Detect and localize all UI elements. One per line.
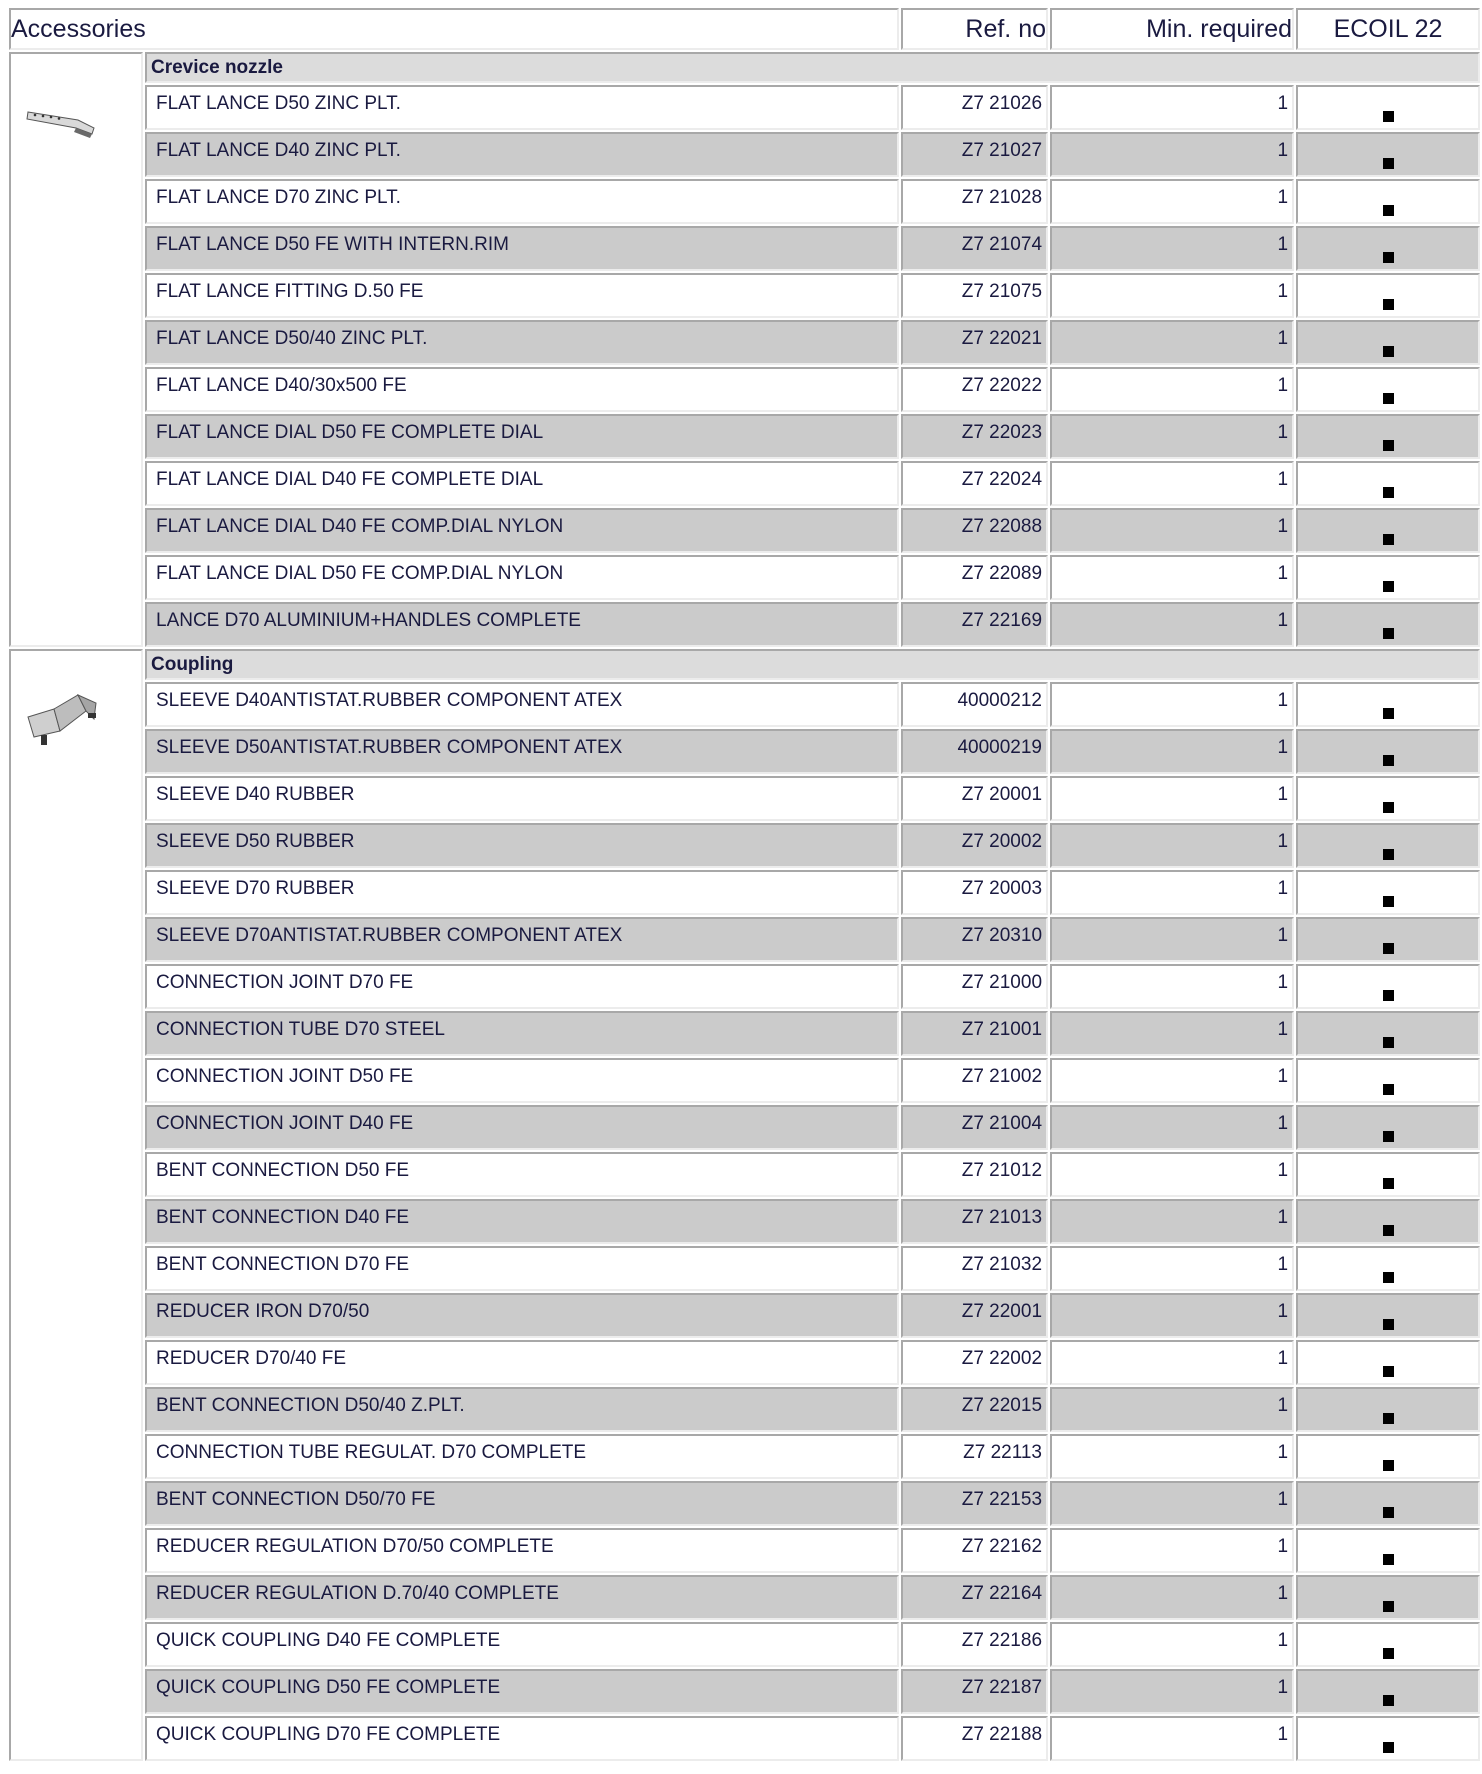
filled-square-icon [1383, 1742, 1394, 1753]
table-row [9, 1011, 1480, 1056]
table-row [9, 132, 1480, 177]
item-ref-no: Z7 21074 [901, 226, 1048, 271]
table-row [9, 273, 1480, 318]
product-image [11, 54, 141, 145]
filled-square-icon [1383, 943, 1394, 954]
item-availability-cell [1296, 1716, 1480, 1761]
item-ref-no: 40000219 [901, 729, 1048, 774]
filled-square-icon [1383, 1507, 1394, 1518]
item-availability-cell [1296, 1152, 1480, 1197]
table-header-row [9, 8, 1480, 50]
table-row [9, 917, 1480, 962]
table-row [9, 367, 1480, 412]
filled-square-icon [1383, 755, 1394, 766]
table-row [9, 1387, 1480, 1432]
item-name: SLEEVE D50 RUBBER [145, 823, 899, 868]
filled-square-icon [1383, 393, 1394, 404]
item-min-required: 1 [1050, 414, 1294, 459]
item-ref-no: Z7 22186 [901, 1622, 1048, 1667]
table-row [9, 1199, 1480, 1244]
item-min-required: 1 [1050, 1622, 1294, 1667]
item-min-required: 1 [1050, 1340, 1294, 1385]
filled-square-icon [1383, 346, 1394, 357]
filled-square-icon [1383, 440, 1394, 451]
table-row [9, 823, 1480, 868]
item-availability-cell [1296, 508, 1480, 553]
filled-square-icon [1383, 487, 1394, 498]
item-name: REDUCER IRON D70/50 [145, 1293, 899, 1338]
filled-square-icon [1383, 534, 1394, 545]
item-min-required: 1 [1050, 1058, 1294, 1103]
item-ref-no: Z7 22089 [901, 555, 1048, 600]
item-min-required: 1 [1050, 682, 1294, 727]
item-availability-cell [1296, 1199, 1480, 1244]
item-ref-no: Z7 20001 [901, 776, 1048, 821]
item-min-required: 1 [1050, 870, 1294, 915]
item-ref-no: Z7 22015 [901, 1387, 1048, 1432]
table-row [9, 1293, 1480, 1338]
table-row [9, 602, 1480, 647]
item-name: SLEEVE D50ANTISTAT.RUBBER COMPONENT ATEX [145, 729, 899, 774]
item-availability-cell [1296, 1105, 1480, 1150]
item-min-required: 1 [1050, 555, 1294, 600]
item-ref-no: Z7 22153 [901, 1481, 1048, 1526]
table-row [9, 1246, 1480, 1291]
item-availability-cell [1296, 1575, 1480, 1620]
item-ref-no: 40000212 [901, 682, 1048, 727]
item-ref-no: Z7 21000 [901, 964, 1048, 1009]
filled-square-icon [1383, 1225, 1394, 1236]
table-row [9, 1716, 1480, 1761]
item-availability-cell [1296, 367, 1480, 412]
item-availability-cell [1296, 1011, 1480, 1056]
table-row [9, 1622, 1480, 1667]
header-model: ECOIL 22 [1296, 8, 1480, 50]
filled-square-icon [1383, 990, 1394, 1001]
item-ref-no: Z7 21013 [901, 1199, 1048, 1244]
category-row [9, 649, 1480, 680]
header-accessories: Accessories [9, 8, 899, 50]
item-availability-cell [1296, 1246, 1480, 1291]
table-row [9, 729, 1480, 774]
filled-square-icon [1383, 802, 1394, 813]
item-ref-no: Z7 22169 [901, 602, 1048, 647]
item-min-required: 1 [1050, 1387, 1294, 1432]
item-name: BENT CONNECTION D50 FE [145, 1152, 899, 1197]
item-name: REDUCER REGULATION D.70/40 COMPLETE [145, 1575, 899, 1620]
item-availability-cell [1296, 1622, 1480, 1667]
item-availability-cell [1296, 273, 1480, 318]
item-min-required: 1 [1050, 1481, 1294, 1526]
table-row [9, 555, 1480, 600]
filled-square-icon [1383, 1037, 1394, 1048]
item-name: SLEEVE D70 RUBBER [145, 870, 899, 915]
item-min-required: 1 [1050, 273, 1294, 318]
table-row [9, 226, 1480, 271]
item-name: SLEEVE D40 RUBBER [145, 776, 899, 821]
item-name: BENT CONNECTION D50/70 FE [145, 1481, 899, 1526]
item-availability-cell [1296, 414, 1480, 459]
filled-square-icon [1383, 1554, 1394, 1565]
item-ref-no: Z7 21026 [901, 85, 1048, 130]
item-ref-no: Z7 20310 [901, 917, 1048, 962]
item-availability-cell [1296, 226, 1480, 271]
header-ref-no: Ref. no [901, 8, 1048, 50]
header-min-required: Min. required [1050, 8, 1294, 50]
item-availability-cell [1296, 1058, 1480, 1103]
table-body [9, 52, 1480, 1761]
table-row [9, 320, 1480, 365]
item-min-required: 1 [1050, 602, 1294, 647]
table-row [9, 1575, 1480, 1620]
item-availability-cell [1296, 1669, 1480, 1714]
item-name: FLAT LANCE D40/30x500 FE [145, 367, 899, 412]
item-availability-cell [1296, 320, 1480, 365]
table-row [9, 1669, 1480, 1714]
filled-square-icon [1383, 1131, 1394, 1142]
filled-square-icon [1383, 111, 1394, 122]
item-availability-cell [1296, 964, 1480, 1009]
item-name: SLEEVE D40ANTISTAT.RUBBER COMPONENT ATEX [145, 682, 899, 727]
filled-square-icon [1383, 628, 1394, 639]
item-name: FLAT LANCE D70 ZINC PLT. [145, 179, 899, 224]
table-row [9, 1105, 1480, 1150]
item-min-required: 1 [1050, 367, 1294, 412]
item-availability-cell [1296, 776, 1480, 821]
table-row [9, 179, 1480, 224]
item-ref-no: Z7 21027 [901, 132, 1048, 177]
category-row [9, 52, 1480, 83]
filled-square-icon [1383, 849, 1394, 860]
filled-square-icon [1383, 1413, 1394, 1424]
item-min-required: 1 [1050, 461, 1294, 506]
filled-square-icon [1383, 896, 1394, 907]
item-ref-no: Z7 22162 [901, 1528, 1048, 1573]
table-row [9, 1058, 1480, 1103]
item-availability-cell [1296, 602, 1480, 647]
item-min-required: 1 [1050, 776, 1294, 821]
item-name: BENT CONNECTION D50/40 Z.PLT. [145, 1387, 899, 1432]
table-row [9, 1434, 1480, 1479]
item-min-required: 1 [1050, 1293, 1294, 1338]
category-title: Coupling [145, 649, 1480, 680]
item-name: QUICK COUPLING D40 FE COMPLETE [145, 1622, 899, 1667]
item-name: LANCE D70 ALUMINIUM+HANDLES COMPLETE [145, 602, 899, 647]
item-name: FLAT LANCE DIAL D40 FE COMP.DIAL NYLON [145, 508, 899, 553]
item-min-required: 1 [1050, 917, 1294, 962]
item-ref-no: Z7 22113 [901, 1434, 1048, 1479]
product-image [11, 651, 141, 752]
item-name: FLAT LANCE DIAL D50 FE COMP.DIAL NYLON [145, 555, 899, 600]
item-min-required: 1 [1050, 1011, 1294, 1056]
item-min-required: 1 [1050, 1152, 1294, 1197]
table-row [9, 964, 1480, 1009]
filled-square-icon [1383, 1601, 1394, 1612]
item-ref-no: Z7 22088 [901, 508, 1048, 553]
item-min-required: 1 [1050, 1669, 1294, 1714]
item-availability-cell [1296, 917, 1480, 962]
item-availability-cell [1296, 555, 1480, 600]
item-name: REDUCER D70/40 FE [145, 1340, 899, 1385]
item-ref-no: Z7 22188 [901, 1716, 1048, 1761]
table-row [9, 461, 1480, 506]
item-ref-no: Z7 22002 [901, 1340, 1048, 1385]
item-availability-cell [1296, 682, 1480, 727]
table-row [9, 85, 1480, 130]
item-ref-no: Z7 21001 [901, 1011, 1048, 1056]
category-image-cell [9, 52, 143, 647]
filled-square-icon [1383, 205, 1394, 216]
item-name: BENT CONNECTION D40 FE [145, 1199, 899, 1244]
item-min-required: 1 [1050, 1528, 1294, 1573]
filled-square-icon [1383, 299, 1394, 310]
item-min-required: 1 [1050, 132, 1294, 177]
item-name: FLAT LANCE D50 ZINC PLT. [145, 85, 899, 130]
item-ref-no: Z7 21028 [901, 179, 1048, 224]
filled-square-icon [1383, 252, 1394, 263]
item-name: QUICK COUPLING D50 FE COMPLETE [145, 1669, 899, 1714]
filled-square-icon [1383, 1366, 1394, 1377]
table-row [9, 1152, 1480, 1197]
item-name: FLAT LANCE D40 ZINC PLT. [145, 132, 899, 177]
item-min-required: 1 [1050, 1716, 1294, 1761]
item-availability-cell [1296, 823, 1480, 868]
table-row [9, 508, 1480, 553]
item-ref-no: Z7 22022 [901, 367, 1048, 412]
item-min-required: 1 [1050, 729, 1294, 774]
item-availability-cell [1296, 461, 1480, 506]
item-ref-no: Z7 20003 [901, 870, 1048, 915]
item-availability-cell [1296, 1340, 1480, 1385]
item-ref-no: Z7 21075 [901, 273, 1048, 318]
item-ref-no: Z7 21004 [901, 1105, 1048, 1150]
item-min-required: 1 [1050, 964, 1294, 1009]
table-row [9, 1528, 1480, 1573]
item-ref-no: Z7 22164 [901, 1575, 1048, 1620]
item-name: CONNECTION JOINT D40 FE [145, 1105, 899, 1150]
item-availability-cell [1296, 1293, 1480, 1338]
item-availability-cell [1296, 729, 1480, 774]
item-min-required: 1 [1050, 226, 1294, 271]
item-ref-no: Z7 22001 [901, 1293, 1048, 1338]
filled-square-icon [1383, 708, 1394, 719]
item-ref-no: Z7 22024 [901, 461, 1048, 506]
item-min-required: 1 [1050, 1575, 1294, 1620]
item-ref-no: Z7 22023 [901, 414, 1048, 459]
filled-square-icon [1383, 581, 1394, 592]
item-min-required: 1 [1050, 1434, 1294, 1479]
table-row [9, 1340, 1480, 1385]
filled-square-icon [1383, 158, 1394, 169]
filled-square-icon [1383, 1084, 1394, 1095]
filled-square-icon [1383, 1178, 1394, 1189]
table-row [9, 414, 1480, 459]
item-name: CONNECTION TUBE D70 STEEL [145, 1011, 899, 1056]
item-name: FLAT LANCE DIAL D50 FE COMPLETE DIAL [145, 414, 899, 459]
table-row [9, 682, 1480, 727]
item-availability-cell [1296, 1387, 1480, 1432]
item-ref-no: Z7 22187 [901, 1669, 1048, 1714]
item-availability-cell [1296, 1434, 1480, 1479]
accessories-table [7, 6, 1482, 1763]
item-min-required: 1 [1050, 1199, 1294, 1244]
crevice-nozzle-icon [26, 106, 96, 140]
item-ref-no: Z7 20002 [901, 823, 1048, 868]
item-min-required: 1 [1050, 85, 1294, 130]
item-min-required: 1 [1050, 823, 1294, 868]
item-ref-no: Z7 21032 [901, 1246, 1048, 1291]
item-name: CONNECTION TUBE REGULAT. D70 COMPLETE [145, 1434, 899, 1479]
item-min-required: 1 [1050, 508, 1294, 553]
item-name: FLAT LANCE D50 FE WITH INTERN.RIM [145, 226, 899, 271]
item-name: SLEEVE D70ANTISTAT.RUBBER COMPONENT ATEX [145, 917, 899, 962]
filled-square-icon [1383, 1319, 1394, 1330]
category-image-cell [9, 649, 143, 1761]
item-name: FLAT LANCE D50/40 ZINC PLT. [145, 320, 899, 365]
item-name: BENT CONNECTION D70 FE [145, 1246, 899, 1291]
item-name: REDUCER REGULATION D70/50 COMPLETE [145, 1528, 899, 1573]
item-availability-cell [1296, 132, 1480, 177]
item-availability-cell [1296, 179, 1480, 224]
coupling-icon [26, 689, 100, 747]
table-row [9, 1481, 1480, 1526]
item-name: CONNECTION JOINT D50 FE [145, 1058, 899, 1103]
item-availability-cell [1296, 85, 1480, 130]
item-min-required: 1 [1050, 320, 1294, 365]
filled-square-icon [1383, 1272, 1394, 1283]
table-row [9, 870, 1480, 915]
item-min-required: 1 [1050, 1246, 1294, 1291]
item-availability-cell [1296, 1528, 1480, 1573]
item-name: QUICK COUPLING D70 FE COMPLETE [145, 1716, 899, 1761]
item-ref-no: Z7 22021 [901, 320, 1048, 365]
filled-square-icon [1383, 1695, 1394, 1706]
item-name: FLAT LANCE DIAL D40 FE COMPLETE DIAL [145, 461, 899, 506]
item-ref-no: Z7 21012 [901, 1152, 1048, 1197]
filled-square-icon [1383, 1460, 1394, 1471]
category-title: Crevice nozzle [145, 52, 1480, 83]
table-row [9, 776, 1480, 821]
item-availability-cell [1296, 1481, 1480, 1526]
item-min-required: 1 [1050, 1105, 1294, 1150]
item-name: CONNECTION JOINT D70 FE [145, 964, 899, 1009]
filled-square-icon [1383, 1648, 1394, 1659]
item-ref-no: Z7 21002 [901, 1058, 1048, 1103]
item-name: FLAT LANCE FITTING D.50 FE [145, 273, 899, 318]
item-min-required: 1 [1050, 179, 1294, 224]
item-availability-cell [1296, 870, 1480, 915]
